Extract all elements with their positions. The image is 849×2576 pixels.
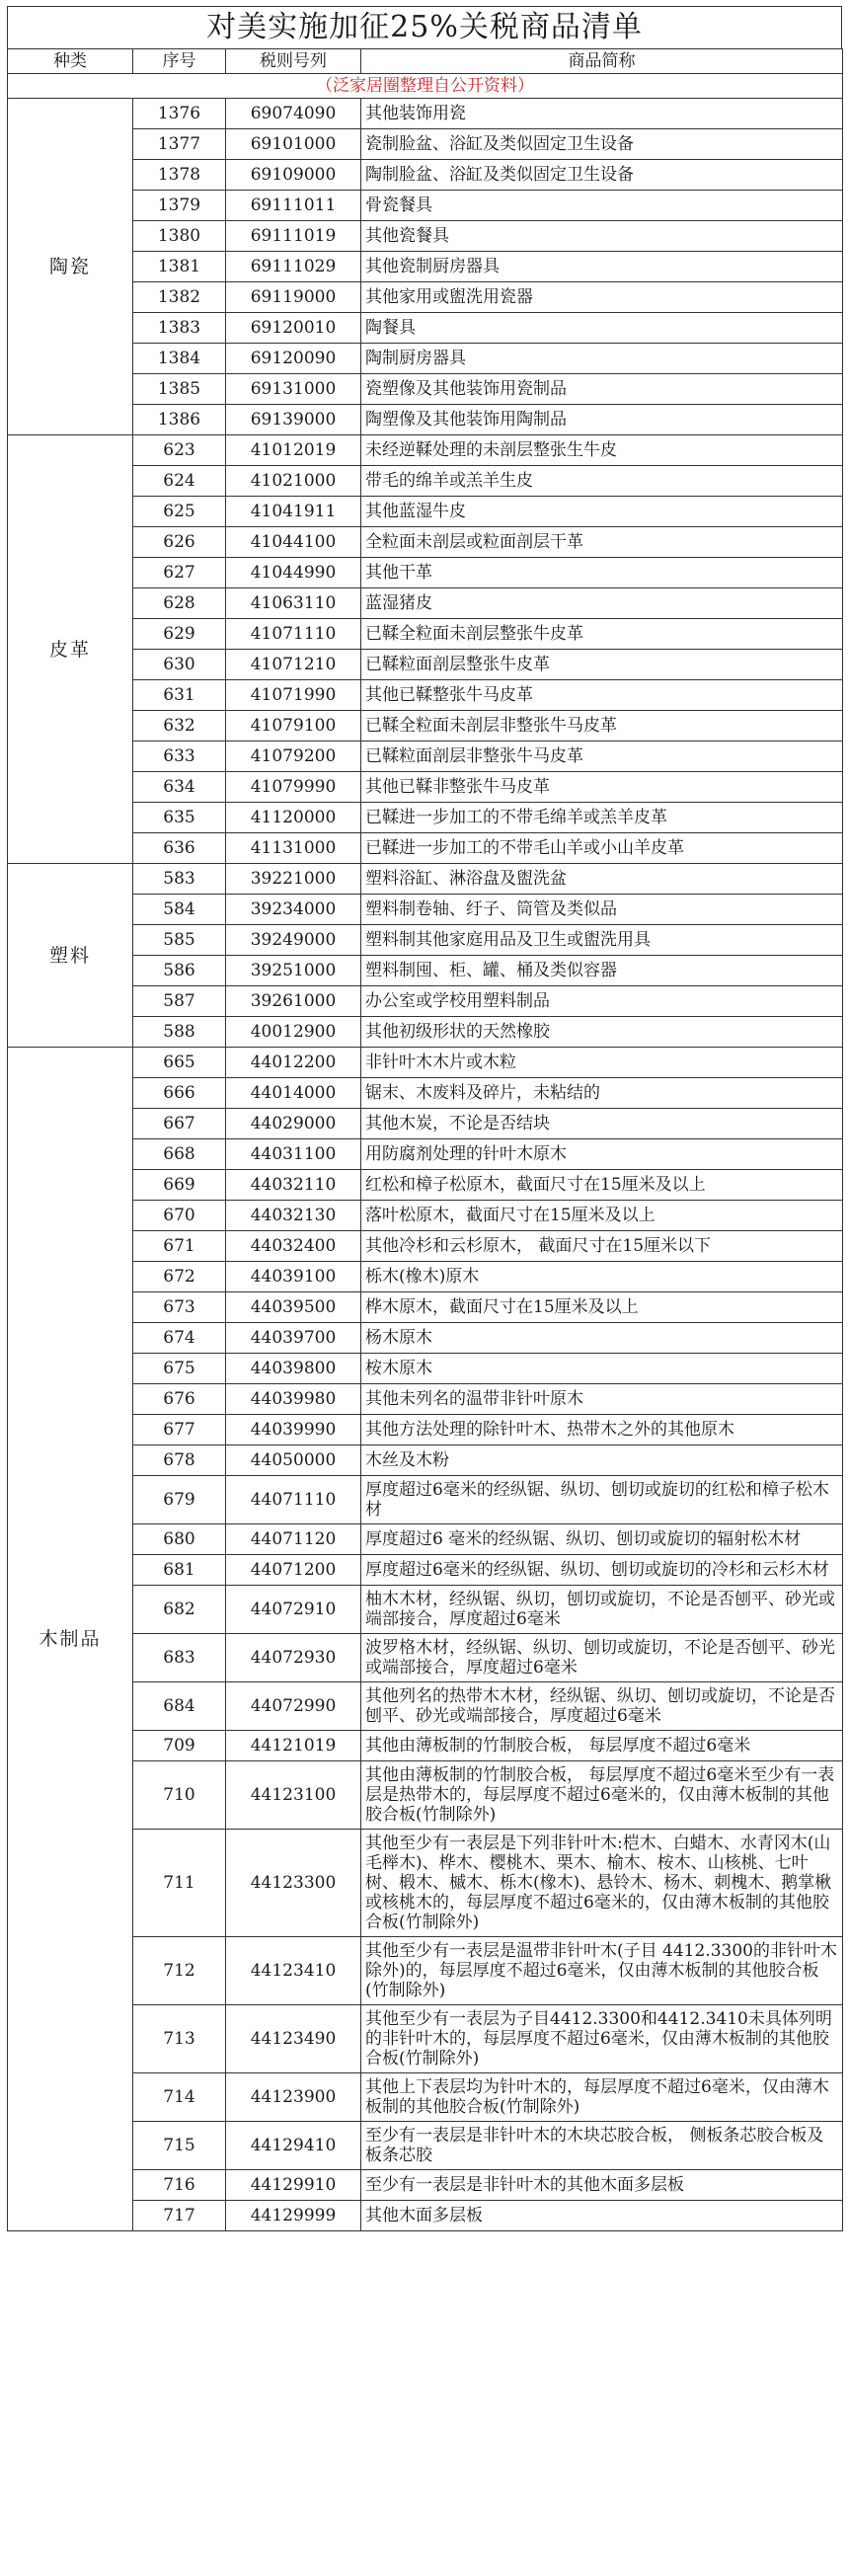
name-cell: 其他蓝湿牛皮 bbox=[361, 497, 843, 527]
seq-cell: 631 bbox=[133, 680, 226, 711]
name-cell: 未经逆鞣处理的未剖层整张生牛皮 bbox=[361, 435, 843, 466]
name-cell: 非针叶木木片或木粒 bbox=[361, 1048, 843, 1078]
code-cell: 41044990 bbox=[226, 558, 361, 588]
name-cell: 用防腐剂处理的针叶木原木 bbox=[361, 1139, 843, 1170]
table-row bbox=[8, 1048, 843, 1078]
seq-cell: 671 bbox=[133, 1231, 226, 1262]
code-cell: 41044100 bbox=[226, 527, 361, 558]
name-cell: 柚木木材，经纵锯、纵切，刨切或旋切，不论是否刨平、砂光或端部接合，厚度超过6毫米 bbox=[361, 1586, 843, 1634]
code-cell: 44039980 bbox=[226, 1384, 361, 1415]
table-row bbox=[8, 191, 843, 221]
name-cell: 红松和樟子松原木，截面尺寸在15厘米及以上 bbox=[361, 1170, 843, 1201]
name-cell: 杨木原木 bbox=[361, 1323, 843, 1354]
code-cell: 44032110 bbox=[226, 1170, 361, 1201]
code-cell: 44029000 bbox=[226, 1109, 361, 1139]
seq-cell: 713 bbox=[133, 2005, 226, 2073]
header-seq: 序号 bbox=[133, 49, 226, 74]
table-row bbox=[8, 1017, 843, 1048]
code-cell: 41071210 bbox=[226, 650, 361, 680]
table-row bbox=[8, 1476, 843, 1524]
table-row bbox=[8, 160, 843, 191]
seq-cell: 626 bbox=[133, 527, 226, 558]
table-row bbox=[8, 619, 843, 650]
tariff-table bbox=[7, 48, 843, 2231]
seq-cell: 680 bbox=[133, 1524, 226, 1555]
seq-cell: 635 bbox=[133, 803, 226, 833]
seq-cell: 674 bbox=[133, 1323, 226, 1354]
seq-cell: 1379 bbox=[133, 191, 226, 221]
code-cell: 44071120 bbox=[226, 1524, 361, 1555]
seq-cell: 669 bbox=[133, 1170, 226, 1201]
name-cell: 其他木面多层板 bbox=[361, 2201, 843, 2231]
seq-cell: 636 bbox=[133, 833, 226, 864]
code-cell: 39251000 bbox=[226, 956, 361, 986]
table-row bbox=[8, 833, 843, 864]
table-row bbox=[8, 1634, 843, 1682]
name-cell: 锯末、木废料及碎片，未粘结的 bbox=[361, 1078, 843, 1109]
table-row bbox=[8, 1586, 843, 1634]
code-cell: 44123410 bbox=[226, 1937, 361, 2005]
seq-cell: 633 bbox=[133, 742, 226, 772]
seq-cell: 1382 bbox=[133, 282, 226, 313]
seq-cell: 1378 bbox=[133, 160, 226, 191]
table-row bbox=[8, 1731, 843, 1761]
table-header-row bbox=[8, 49, 843, 74]
seq-cell: 584 bbox=[133, 895, 226, 925]
seq-cell: 583 bbox=[133, 864, 226, 895]
seq-cell: 668 bbox=[133, 1139, 226, 1170]
table-row bbox=[8, 1170, 843, 1201]
code-cell: 41079100 bbox=[226, 711, 361, 742]
name-cell: 其他干革 bbox=[361, 558, 843, 588]
code-cell: 44123490 bbox=[226, 2005, 361, 2073]
name-cell: 其他瓷餐具 bbox=[361, 221, 843, 252]
name-cell: 桉木原木 bbox=[361, 1354, 843, 1384]
table-row bbox=[8, 497, 843, 527]
tariff-document bbox=[7, 6, 842, 2231]
code-cell: 69139000 bbox=[226, 405, 361, 435]
name-cell: 已鞣全粒面未剖层整张牛皮革 bbox=[361, 619, 843, 650]
name-cell: 陶塑像及其他装饰用陶制品 bbox=[361, 405, 843, 435]
code-cell: 44039100 bbox=[226, 1262, 361, 1292]
code-cell: 44032400 bbox=[226, 1231, 361, 1262]
source-note-row bbox=[8, 74, 843, 99]
name-cell: 已鞣粒面剖层非整张牛马皮革 bbox=[361, 742, 843, 772]
seq-cell: 716 bbox=[133, 2170, 226, 2201]
table-row bbox=[8, 99, 843, 129]
code-cell: 44032130 bbox=[226, 1201, 361, 1231]
seq-cell: 588 bbox=[133, 1017, 226, 1048]
code-cell: 69119000 bbox=[226, 282, 361, 313]
code-cell: 41071110 bbox=[226, 619, 361, 650]
code-cell: 69109000 bbox=[226, 160, 361, 191]
name-cell: 已鞣进一步加工的不带毛绵羊或羔羊皮革 bbox=[361, 803, 843, 833]
table-row bbox=[8, 1109, 843, 1139]
code-cell: 44129410 bbox=[226, 2122, 361, 2170]
code-cell: 69111019 bbox=[226, 221, 361, 252]
name-cell: 瓷制脸盆、浴缸及类似固定卫生设备 bbox=[361, 129, 843, 160]
name-cell: 至少有一表层是非针叶木的其他木面多层板 bbox=[361, 2170, 843, 2201]
name-cell: 已鞣粒面剖层整张牛皮革 bbox=[361, 650, 843, 680]
seq-cell: 630 bbox=[133, 650, 226, 680]
table-row bbox=[8, 2201, 843, 2231]
code-cell: 44071200 bbox=[226, 1555, 361, 1586]
seq-cell: 714 bbox=[133, 2073, 226, 2122]
code-cell: 44039500 bbox=[226, 1292, 361, 1323]
table-row bbox=[8, 1323, 843, 1354]
seq-cell: 628 bbox=[133, 588, 226, 619]
code-cell: 69101000 bbox=[226, 129, 361, 160]
code-cell: 41071990 bbox=[226, 680, 361, 711]
table-row bbox=[8, 925, 843, 956]
code-cell: 44129999 bbox=[226, 2201, 361, 2231]
name-cell: 厚度超过6毫米的经纵锯、纵切、刨切或旋切的红松和樟子松木材 bbox=[361, 1476, 843, 1524]
code-cell: 44039990 bbox=[226, 1415, 361, 1445]
code-cell: 44123300 bbox=[226, 1830, 361, 1937]
code-cell: 44123900 bbox=[226, 2073, 361, 2122]
seq-cell: 717 bbox=[133, 2201, 226, 2231]
name-cell: 其他列名的热带木木材，经纵锯、纵切、刨切或旋切，不论是否刨平、砂光或端部接合，厚度超过6毫米 bbox=[361, 1682, 843, 1731]
seq-cell: 634 bbox=[133, 772, 226, 803]
name-cell: 其他瓷制厨房器具 bbox=[361, 252, 843, 282]
seq-cell: 684 bbox=[133, 1682, 226, 1731]
name-cell: 其他已鞣非整张牛马皮革 bbox=[361, 772, 843, 803]
table-row bbox=[8, 1292, 843, 1323]
code-cell: 69131000 bbox=[226, 374, 361, 405]
table-row bbox=[8, 1262, 843, 1292]
name-cell: 塑料制囤、柜、罐、桶及类似容器 bbox=[361, 956, 843, 986]
seq-cell: 683 bbox=[133, 1634, 226, 1682]
table-row bbox=[8, 2073, 843, 2122]
seq-cell: 585 bbox=[133, 925, 226, 956]
table-row bbox=[8, 1354, 843, 1384]
seq-cell: 1381 bbox=[133, 252, 226, 282]
table-row bbox=[8, 221, 843, 252]
code-cell: 44050000 bbox=[226, 1445, 361, 1476]
name-cell: 全粒面未剖层或粒面剖层干革 bbox=[361, 527, 843, 558]
seq-cell: 676 bbox=[133, 1384, 226, 1415]
table-row bbox=[8, 986, 843, 1017]
seq-cell: 670 bbox=[133, 1201, 226, 1231]
code-cell: 44071110 bbox=[226, 1476, 361, 1524]
table-row bbox=[8, 772, 843, 803]
code-cell: 39261000 bbox=[226, 986, 361, 1017]
seq-cell: 666 bbox=[133, 1078, 226, 1109]
table-row bbox=[8, 405, 843, 435]
seq-cell: 625 bbox=[133, 497, 226, 527]
table-row bbox=[8, 2122, 843, 2170]
name-cell: 陶制厨房器具 bbox=[361, 344, 843, 374]
table-row bbox=[8, 1078, 843, 1109]
name-cell: 其他至少有一表层是温带非针叶木(子目 4412.3300的非针叶木除外)的，每层厚度不超过6毫米，仅由薄木板制的其他胶合板(竹制除外) bbox=[361, 1937, 843, 2005]
table-row bbox=[8, 711, 843, 742]
seq-cell: 587 bbox=[133, 986, 226, 1017]
name-cell: 塑料浴缸、淋浴盘及盥洗盆 bbox=[361, 864, 843, 895]
code-cell: 44039700 bbox=[226, 1323, 361, 1354]
code-cell: 40012900 bbox=[226, 1017, 361, 1048]
seq-cell: 711 bbox=[133, 1830, 226, 1937]
code-cell: 44072930 bbox=[226, 1634, 361, 1682]
name-cell: 陶餐具 bbox=[361, 313, 843, 344]
table-row bbox=[8, 129, 843, 160]
seq-cell: 1377 bbox=[133, 129, 226, 160]
code-cell: 44072990 bbox=[226, 1682, 361, 1731]
name-cell: 办公室或学校用塑料制品 bbox=[361, 986, 843, 1017]
code-cell: 44031100 bbox=[226, 1139, 361, 1170]
name-cell: 木丝及木粉 bbox=[361, 1445, 843, 1476]
name-cell: 其他初级形状的天然橡胶 bbox=[361, 1017, 843, 1048]
table-row bbox=[8, 956, 843, 986]
table-row bbox=[8, 252, 843, 282]
table-row bbox=[8, 1384, 843, 1415]
table-row bbox=[8, 680, 843, 711]
name-cell: 陶制脸盆、浴缸及类似固定卫生设备 bbox=[361, 160, 843, 191]
table-row bbox=[8, 803, 843, 833]
name-cell: 其他冷杉和云杉原木， 截面尺寸在15厘米以下 bbox=[361, 1231, 843, 1262]
name-cell: 厚度超过6 毫米的经纵锯、纵切、刨切或旋切的辐射松木材 bbox=[361, 1524, 843, 1555]
seq-cell: 586 bbox=[133, 956, 226, 986]
header-code: 税则号列 bbox=[226, 49, 361, 74]
code-cell: 41021000 bbox=[226, 466, 361, 497]
table-row bbox=[8, 1682, 843, 1731]
code-cell: 44012200 bbox=[226, 1048, 361, 1078]
table-row bbox=[8, 1201, 843, 1231]
table-row bbox=[8, 1761, 843, 1830]
code-cell: 69074090 bbox=[226, 99, 361, 129]
name-cell: 已鞣进一步加工的不带毛山羊或小山羊皮革 bbox=[361, 833, 843, 864]
name-cell: 其他木炭，不论是否结块 bbox=[361, 1109, 843, 1139]
name-cell: 栎木(橡木)原木 bbox=[361, 1262, 843, 1292]
name-cell: 厚度超过6毫米的经纵锯、纵切、刨切或旋切的冷杉和云杉木材 bbox=[361, 1555, 843, 1586]
name-cell: 蓝湿猪皮 bbox=[361, 588, 843, 619]
category-cell: 木制品 bbox=[8, 1048, 133, 2231]
code-cell: 69120090 bbox=[226, 344, 361, 374]
table-row bbox=[8, 344, 843, 374]
name-cell: 塑料制其他家庭用品及卫生或盥洗用具 bbox=[361, 925, 843, 956]
name-cell: 落叶松原木，截面尺寸在15厘米及以上 bbox=[361, 1201, 843, 1231]
code-cell: 69111011 bbox=[226, 191, 361, 221]
code-cell: 39221000 bbox=[226, 864, 361, 895]
header-category: 种类 bbox=[8, 49, 133, 74]
code-cell: 44014000 bbox=[226, 1078, 361, 1109]
seq-cell: 715 bbox=[133, 2122, 226, 2170]
seq-cell: 623 bbox=[133, 435, 226, 466]
name-cell: 波罗格木材，经纵锯、纵切、刨切或旋切，不论是否刨平、砂光或端部接合，厚度超过6毫米 bbox=[361, 1634, 843, 1682]
category-cell: 塑料 bbox=[8, 864, 133, 1048]
code-cell: 69120010 bbox=[226, 313, 361, 344]
name-cell: 其他方法处理的除针叶木、热带木之外的其他原木 bbox=[361, 1415, 843, 1445]
name-cell: 桦木原木，截面尺寸在15厘米及以上 bbox=[361, 1292, 843, 1323]
code-cell: 41041911 bbox=[226, 497, 361, 527]
seq-cell: 1386 bbox=[133, 405, 226, 435]
name-cell: 其他装饰用瓷 bbox=[361, 99, 843, 129]
source-note: （泛家居圈整理自公开资料） bbox=[8, 74, 843, 99]
seq-cell: 627 bbox=[133, 558, 226, 588]
seq-cell: 709 bbox=[133, 1731, 226, 1761]
name-cell: 其他已鞣整张牛马皮革 bbox=[361, 680, 843, 711]
seq-cell: 678 bbox=[133, 1445, 226, 1476]
table-row bbox=[8, 1524, 843, 1555]
name-cell: 其他家用或盥洗用瓷器 bbox=[361, 282, 843, 313]
code-cell: 41131000 bbox=[226, 833, 361, 864]
seq-cell: 629 bbox=[133, 619, 226, 650]
seq-cell: 1376 bbox=[133, 99, 226, 129]
table-row bbox=[8, 895, 843, 925]
table-row bbox=[8, 742, 843, 772]
seq-cell: 1383 bbox=[133, 313, 226, 344]
code-cell: 41063110 bbox=[226, 588, 361, 619]
seq-cell: 682 bbox=[133, 1586, 226, 1634]
name-cell: 瓷塑像及其他装饰用瓷制品 bbox=[361, 374, 843, 405]
name-cell: 带毛的绵羊或羔羊生皮 bbox=[361, 466, 843, 497]
code-cell: 44121019 bbox=[226, 1731, 361, 1761]
code-cell: 69111029 bbox=[226, 252, 361, 282]
table-row bbox=[8, 558, 843, 588]
seq-cell: 624 bbox=[133, 466, 226, 497]
table-row bbox=[8, 466, 843, 497]
seq-cell: 679 bbox=[133, 1476, 226, 1524]
code-cell: 39249000 bbox=[226, 925, 361, 956]
category-cell: 陶瓷 bbox=[8, 99, 133, 435]
code-cell: 41079200 bbox=[226, 742, 361, 772]
seq-cell: 673 bbox=[133, 1292, 226, 1323]
name-cell: 其他由薄板制的竹制胶合板， 每层厚度不超过6毫米至少有一表层是热带木的，每层厚度不超过6毫米的，仅由薄木板制的其他胶合板(竹制除外) bbox=[361, 1761, 843, 1830]
table-row bbox=[8, 588, 843, 619]
seq-cell: 667 bbox=[133, 1109, 226, 1139]
code-cell: 41120000 bbox=[226, 803, 361, 833]
name-cell: 其他由薄板制的竹制胶合板， 每层厚度不超过6毫米 bbox=[361, 1731, 843, 1761]
code-cell: 41079990 bbox=[226, 772, 361, 803]
table-row bbox=[8, 1937, 843, 2005]
seq-cell: 677 bbox=[133, 1415, 226, 1445]
seq-cell: 681 bbox=[133, 1555, 226, 1586]
seq-cell: 1385 bbox=[133, 374, 226, 405]
table-row bbox=[8, 650, 843, 680]
seq-cell: 1384 bbox=[133, 344, 226, 374]
table-row bbox=[8, 313, 843, 344]
category-cell: 皮革 bbox=[8, 435, 133, 864]
header-name: 商品简称 bbox=[361, 49, 843, 74]
name-cell: 其他上下表层均为针叶木的，每层厚度不超过6毫米，仅由薄木板制的其他胶合板(竹制除外) bbox=[361, 2073, 843, 2122]
table-row bbox=[8, 1830, 843, 1937]
code-cell: 44072910 bbox=[226, 1586, 361, 1634]
table-row bbox=[8, 527, 843, 558]
name-cell: 骨瓷餐具 bbox=[361, 191, 843, 221]
table-row bbox=[8, 2005, 843, 2073]
seq-cell: 1380 bbox=[133, 221, 226, 252]
code-cell: 44039800 bbox=[226, 1354, 361, 1384]
table-row bbox=[8, 282, 843, 313]
name-cell: 塑料制卷轴、纡子、筒管及类似品 bbox=[361, 895, 843, 925]
table-row bbox=[8, 864, 843, 895]
seq-cell: 672 bbox=[133, 1262, 226, 1292]
table-row bbox=[8, 2170, 843, 2201]
table-row bbox=[8, 1231, 843, 1262]
code-cell: 41012019 bbox=[226, 435, 361, 466]
table-row bbox=[8, 374, 843, 405]
table-row bbox=[8, 1445, 843, 1476]
table-row bbox=[8, 1415, 843, 1445]
table-row bbox=[8, 435, 843, 466]
seq-cell: 665 bbox=[133, 1048, 226, 1078]
document-title: 对美实施加征25%关税商品清单 bbox=[7, 6, 842, 48]
name-cell: 其他至少有一表层为子目4412.3300和4412.3410未具体列明的非针叶木的，每层厚度不超过6毫米，仅由薄木板制的其他胶合板(竹制除外) bbox=[361, 2005, 843, 2073]
name-cell: 已鞣全粒面未剖层非整张牛马皮革 bbox=[361, 711, 843, 742]
seq-cell: 710 bbox=[133, 1761, 226, 1830]
name-cell: 其他至少有一表层是下列非针叶木:桤木、白蜡木、水青冈木(山毛榉木)、桦木、樱桃木、栗木、榆木、桉木、山核桃、七叶树、椴木、槭木、栎木(橡木)、悬铃木、杨木、刺槐木、鹅掌楸或核桃木的，每层厚度不超过6毫米的，仅由薄木板制的其他胶合板(竹制除外) bbox=[361, 1830, 843, 1937]
table-row bbox=[8, 1139, 843, 1170]
name-cell: 至少有一表层是非针叶木的木块芯胶合板， 侧板条芯胶合板及板条芯胶 bbox=[361, 2122, 843, 2170]
code-cell: 44123100 bbox=[226, 1761, 361, 1830]
code-cell: 39234000 bbox=[226, 895, 361, 925]
code-cell: 44129910 bbox=[226, 2170, 361, 2201]
table-row bbox=[8, 1555, 843, 1586]
seq-cell: 632 bbox=[133, 711, 226, 742]
seq-cell: 712 bbox=[133, 1937, 226, 2005]
seq-cell: 675 bbox=[133, 1354, 226, 1384]
name-cell: 其他未列名的温带非针叶原木 bbox=[361, 1384, 843, 1415]
